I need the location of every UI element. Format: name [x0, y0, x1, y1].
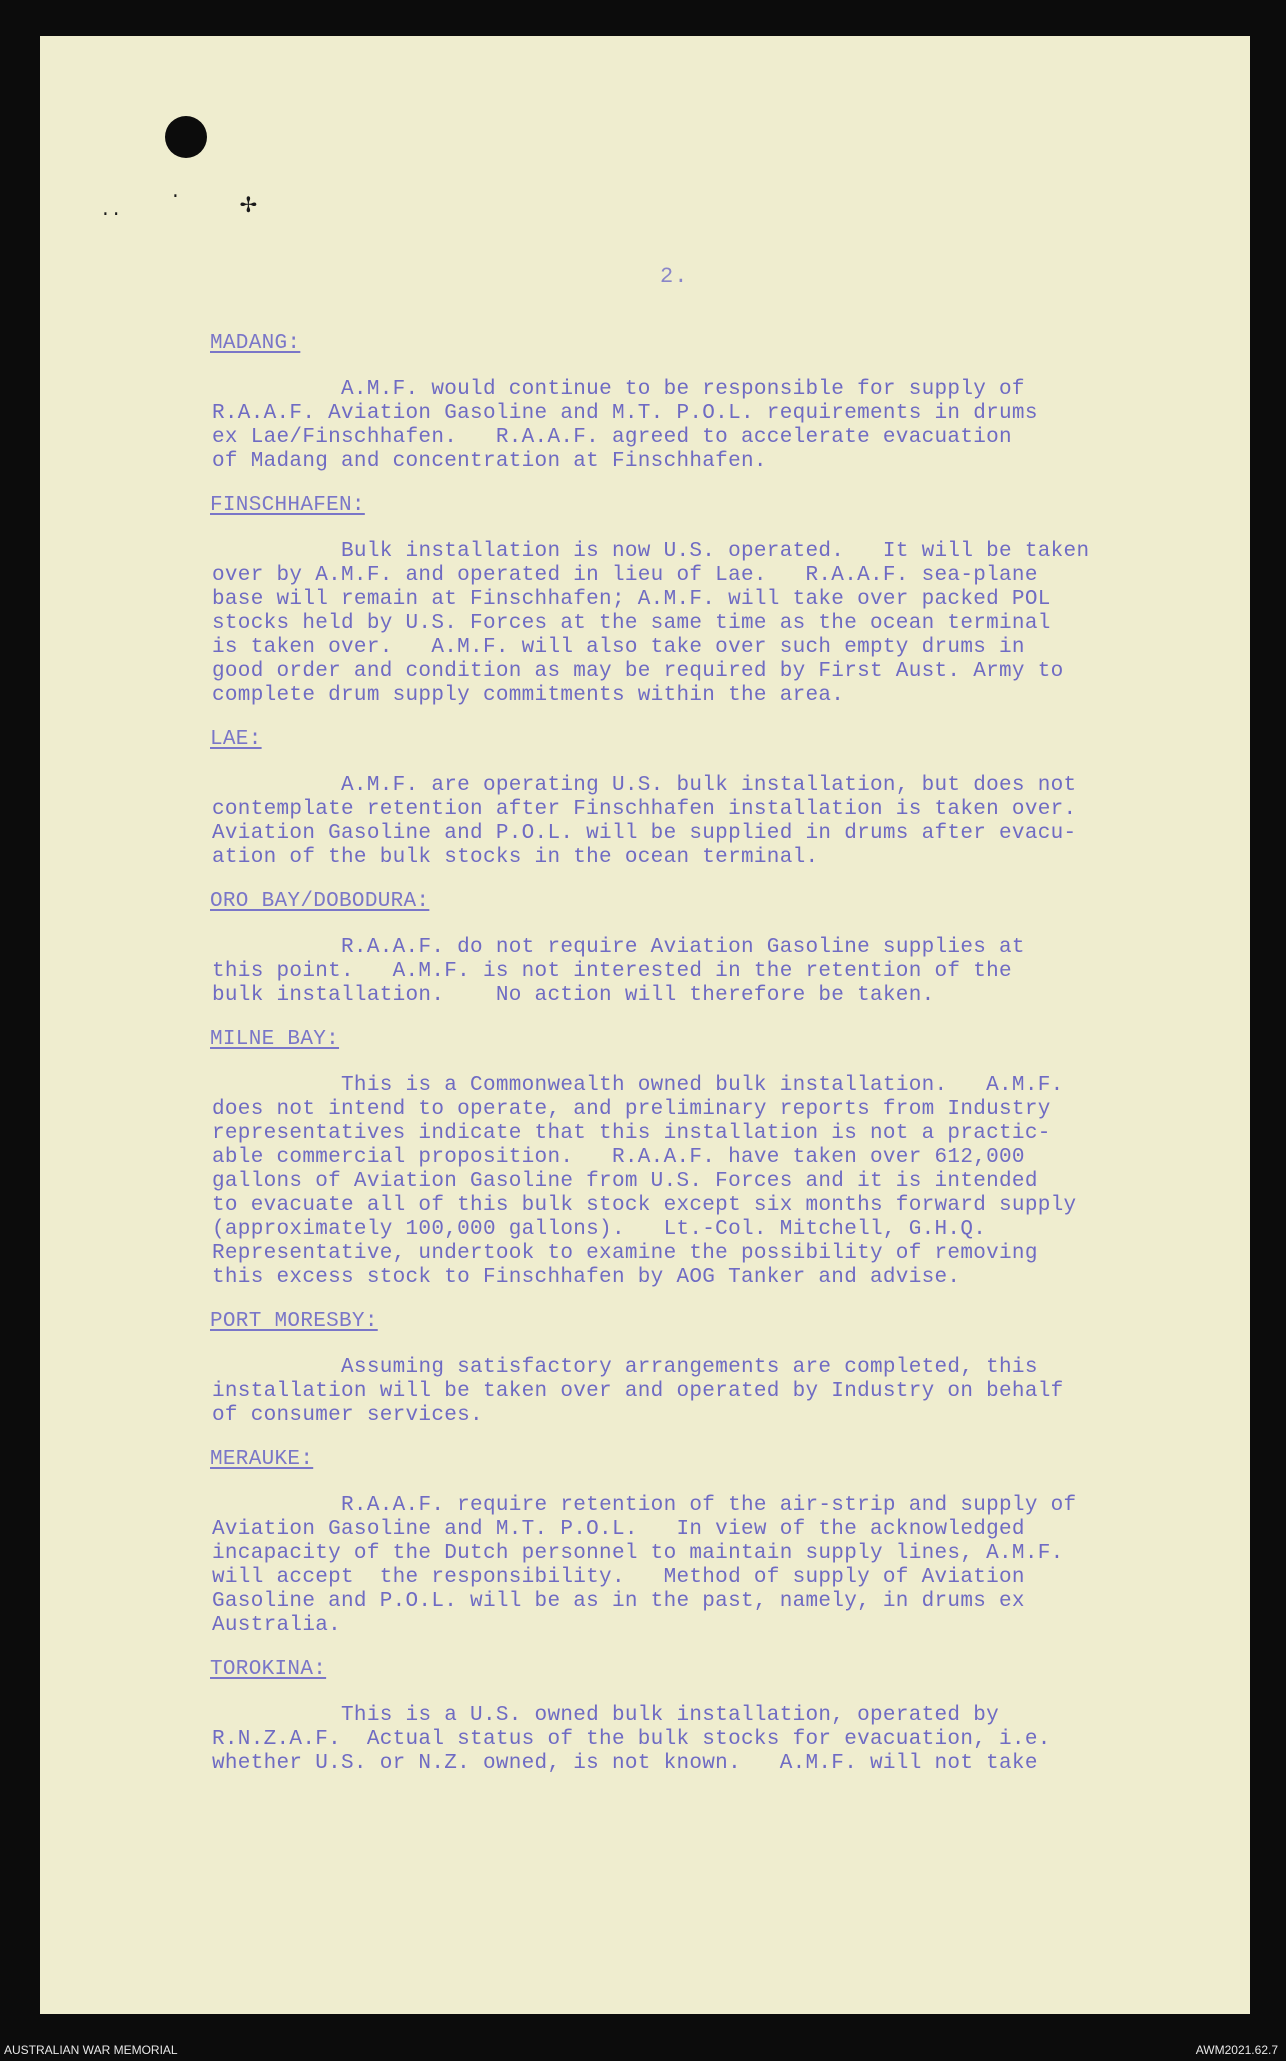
- section-heading: MILNE BAY:: [210, 1028, 340, 1051]
- section-finschhafen: [200, 494, 1240, 708]
- punch-hole: [165, 116, 207, 158]
- section-torokina: [200, 1658, 1240, 1776]
- section-heading: MERAUKE:: [210, 1448, 314, 1471]
- section-port-moresby: [200, 1310, 1240, 1428]
- section-heading: PORT MORESBY:: [210, 1310, 378, 1333]
- section-text: R.A.A.F. require retention of the air-strip and supply of Aviation Gasoline and M.T. P.O.L. In view of the acknowledged incapacity of the Dutch personnel to maintain supply lines, A.M.F. will accept the responsibility. Method of supply of Aviation Gasoline and P.O.L. will be as in the past, namely, in drums ex Australia.: [212, 1494, 1077, 1637]
- section-text: A.M.F. would continue to be responsible for supply of R.A.A.F. Aviation Gasoline and M.T. P.O.L. requirements in drums ex Lae/Finschhafen. R.A.A.F. agreed to accelerate evacuation of Madang and concentration at Finschhafen.: [212, 378, 1038, 473]
- section-heading: LAE:: [210, 728, 262, 751]
- section-heading: ORO BAY/DOBODURA:: [210, 890, 430, 913]
- page-number: 2.: [660, 264, 689, 289]
- section-heading: MADANG:: [210, 332, 301, 355]
- section-text: Assuming satisfactory arrangements are completed, this installation will be taken over and operated by Industry on behalf of consumer services.: [212, 1356, 1064, 1427]
- section-text: R.A.A.F. do not require Aviation Gasoline supplies at this point. A.M.F. is not interested in the retention of the bulk installation. No action will therefore be taken.: [212, 936, 1025, 1007]
- section-text: This is a Commonwealth owned bulk installation. A.M.F. does not intend to operate, and preliminary reports from Industry representatives indicate that this installation is not a practic- able commercial proposition. R.A.A.F. have taken over 612,000 gallons of Aviation Gasoline from U.S. Forces and it is intended to evacuate all of this bulk stock except six months forward supply (approximately 100,000 gallons). Lt.-Col. Mitchell, G.H.Q. Representative, undertook to examine the possibility of removing this excess stock to Finschhafen by AOG Tanker and advise.: [212, 1074, 1077, 1289]
- section-milne-bay: [200, 1028, 1240, 1290]
- footer-reference: AWM2021.62.7: [1195, 2043, 1278, 2057]
- ink-mark: ··: [100, 205, 122, 225]
- section-lae: [200, 728, 1240, 870]
- section-heading: TOROKINA:: [210, 1658, 327, 1681]
- section-text: A.M.F. are operating U.S. bulk installation, but does not contemplate retention after Finschhafen installation is taken over. Aviation Gasoline and P.O.L. will be supplied in drums after evacu- ation of the bulk stocks in the ocean terminal.: [212, 774, 1077, 869]
- section-heading: FINSCHHAFEN:: [210, 494, 365, 517]
- footer-institution: AUSTRALIAN WAR MEMORIAL: [4, 2043, 178, 2057]
- archive-footer: [0, 2037, 1286, 2061]
- section-madang: [200, 332, 1240, 474]
- ink-mark: ·: [170, 187, 181, 207]
- section-merauke: [200, 1448, 1240, 1638]
- document-page: [40, 36, 1250, 2014]
- section-oro-bay: [200, 890, 1240, 1008]
- handwritten-mark: ✢: [240, 190, 257, 221]
- document-body: [200, 332, 1240, 1796]
- section-text: Bulk installation is now U.S. operated. It will be taken over by A.M.F. and operated in lieu of Lae. R.A.A.F. sea-plane base will remain at Finschhafen; A.M.F. will take over packed POL stocks held by U.S. Forces at the same time as the ocean terminal is taken over. A.M.F. will also take over such empty drums in good order and condition as may be required by First Aust. Army to complete drum supply commitments within the area.: [212, 540, 1090, 707]
- section-text: This is a U.S. owned bulk installation, operated by R.N.Z.A.F. Actual status of the bulk stocks for evacuation, i.e. whether U.S. or N.Z. owned, is not known. A.M.F. will not take: [212, 1704, 1051, 1775]
